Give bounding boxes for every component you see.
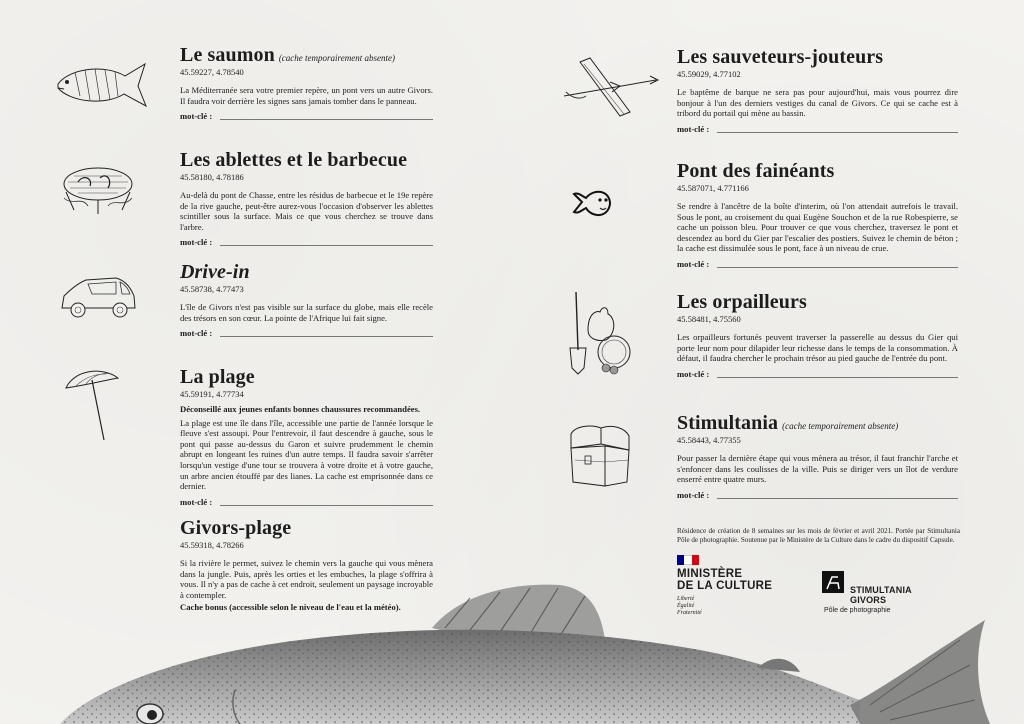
keyword-line [220,336,433,337]
gps-coordinates: 45.59227, 4.78540 [180,67,244,77]
french-flag-icon [677,555,699,565]
cache-entry-stimultania [677,412,958,501]
stimultania-logo [822,571,962,621]
keyword-label: mot-clé : [677,258,710,269]
cache-entry-pont-des-faineants [677,160,958,270]
keyword-field[interactable] [180,497,433,508]
ministry-name [677,568,772,592]
keyword-field[interactable] [180,237,433,248]
warning-text: Déconseillé aux jeunes enfants bonnes chaussures recommandées. [180,404,421,414]
small-fish-icon [570,182,614,224]
deckchair-icon [822,571,844,593]
clue-text: Au-delà du pont de Chasse, entre les résidus de barbecue et le 19e repère de la rive gauche, peut-être aurez-vous l'occasion d'observer les ablettes scintiller sous la surface. Mais ce que vous cherchez se trouve dans l'arbre. [180,190,433,232]
ministry-line2: DE LA CULTURE [677,580,773,592]
title-text: Givors-plage [180,517,292,539]
title-text: Les ablettes et le barbecue [180,149,408,171]
keyword-label: mot-clé : [180,496,213,507]
cache-entry-drive-in [180,261,433,339]
keyword-label: mot-clé : [180,237,213,248]
title-text: Drive-in [180,261,250,283]
gps-coordinates: 45.587071, 4.771166 [677,183,749,193]
clue-text: La plage est une île dans l'île, accessible une partie de l'année lorsque le fleuve s'est assoupi. Pour l'entrevoir, il faut descendre à gauche, sous le pont qui passe au-dessus du Garon et suivre prudemment le chemin abrupt en longeant les ruines d'un autre temps. Il faudra savoir s'arrêter lorsqu'un vestige d'une tour se trouvera à votre droite et à votre gauche, un arbre ancien étouffé par des lianes. La cache est emprisonnée dans ce dernier. [180,417,433,492]
clue-text: Si la rivière le permet, suivez le chemin vers la gauche qui vous mènera dans la jungle. Puis, après les orties et les embuches, la plage s'offrira à vous. Il n'y a pas de cache à cet endroit, seulement un paysage incroyable à contempler. [180,558,433,600]
cache-entry-le-saumon [180,44,433,122]
keyword-field[interactable] [677,490,958,501]
clue-text: L'île de Givors n'est pas visible sur la surface du globe, mais elle recèle des trésors en son cœur. La pointe de l'Afrique lui fait signe. [180,302,433,323]
parasol-icon [62,366,122,444]
shovel-gold-icon [562,290,642,380]
clue-text: Pour passer la dernière étape qui vous mènera au trésor, il faut franchir l'arche et s'enfoncer dans les coulisses de la ville. Puis se diriger vers un îlot de verdure enserré entre quatre murs. [677,453,958,485]
gps-coordinates: 45.58738, 4.77473 [180,284,244,294]
motto-fraternite: Fraternité [677,610,702,616]
title-text: La plage [180,366,255,388]
stimultania-line2: GIVORS [850,595,887,605]
credit-text: Résidence de création de 8 semaines sur les mois de février et avril 2021. Portée par Stimultania Pôle de photographie. Soutenue par le Ministère de la Culture dans le cadre du dispositif Capsule. [677,527,960,544]
gps-coordinates: 45.58481, 4.75560 [677,314,741,324]
bonus-text: Cache bonus (accessible selon le niveau de l'eau et la météo). [180,602,401,613]
gps-coordinates: 45.59191, 4.77734 [180,389,244,399]
gps-coordinates: 45.59318, 4.78266 [180,540,244,550]
entry-title [180,44,433,66]
keyword-label: mot-clé : [677,489,710,500]
boat-lance-icon [560,52,660,122]
motto-liberte: Liberté [677,596,695,602]
absent-note: (cache temporairement absente) [278,53,395,63]
keyword-field[interactable] [677,124,958,135]
keyword-label: mot-clé : [677,123,710,134]
cache-entry-sauveteurs-jouteurs [677,46,958,135]
clue-text: La Méditerranée sera votre premier repère, un pont vers un autre Givors. Il faudra voir derrière les signes sans jamais tomber dans le panneau. [180,85,433,106]
keyword-line [717,132,958,133]
fish-sketch-icon [50,58,150,113]
gps-coordinates: 45.58443, 4.77355 [677,435,741,445]
title-text: Les sauveteurs-jouteurs [677,46,884,68]
stimultania-name [850,585,912,605]
title-text: Le saumon [180,44,275,66]
car-icon [58,272,138,322]
title-text: Pont des fainéants [677,160,835,182]
keyword-line [220,505,433,506]
clue-text: Le baptême de barque ne sera pas pour aujourd'hui, mais vous pourrez dire bonjour à l'un des derniers vestiges du canal de Givors. Ce qui se cache est à tribord du portail qui mène au bassin. [677,87,958,119]
keyword-line [717,267,958,268]
keyword-field[interactable] [677,369,958,380]
stimultania-subtitle: Pôle de photographie [824,607,891,614]
ministry-line1: MINISTÈRE [677,568,743,580]
motto-egalite: Égalité [677,603,695,609]
ministry-motto [677,596,702,617]
cache-entry-givors-plage [180,517,433,613]
barbecue-grill-icon [58,162,138,217]
clue-text: Les orpailleurs fortunés peuvent traverser la passerelle au dessus du Gier qui porte leur nom pour dilapider leur richesse dans le temps de la consommation. À défaut, il faudra chercher le prochain trésor au pied gauche de l'entrée du pont. [677,332,958,364]
clue-text: Se rendre à l'ancêtre de la boîte d'interim, où l'on attendait autrefois le travail. Sous le pont, au croisement du quai Eugène Souchon et de la rue Robespierre, se cache un poisson bleu. Pour trouver ce que vous cherchez, traversez le pont et descendez au bord du Gier par l'escalier des postiers. Suivez le chemin de béton ; la cache est dissimulée sous le pont, face à un niveau de crue. [677,201,958,254]
stimultania-line1: STIMULTANIA [850,585,912,595]
keyword-field[interactable] [180,111,433,122]
cache-entry-ablettes [180,149,433,248]
ministere-culture-logo [677,555,797,617]
keyword-line [220,119,433,120]
cache-entry-la-plage [180,366,433,508]
gps-coordinates: 45.59029, 4.77102 [677,69,741,79]
keyword-line [220,245,433,246]
title-text: Les orpailleurs [677,291,807,313]
absent-note: (cache temporairement absente) [782,421,899,431]
gps-coordinates: 45.58180, 4.78186 [180,172,244,182]
treasure-chest-icon [565,420,641,490]
keyword-label: mot-clé : [180,111,213,122]
keyword-line [717,498,958,499]
keyword-field[interactable] [180,328,433,339]
title-text: Stimultania [677,412,779,434]
keyword-field[interactable] [677,259,958,270]
keyword-label: mot-clé : [180,328,213,339]
keyword-label: mot-clé : [677,368,710,379]
entry-title [677,412,958,434]
cache-entry-orpailleurs [677,291,958,380]
keyword-line [717,377,958,378]
